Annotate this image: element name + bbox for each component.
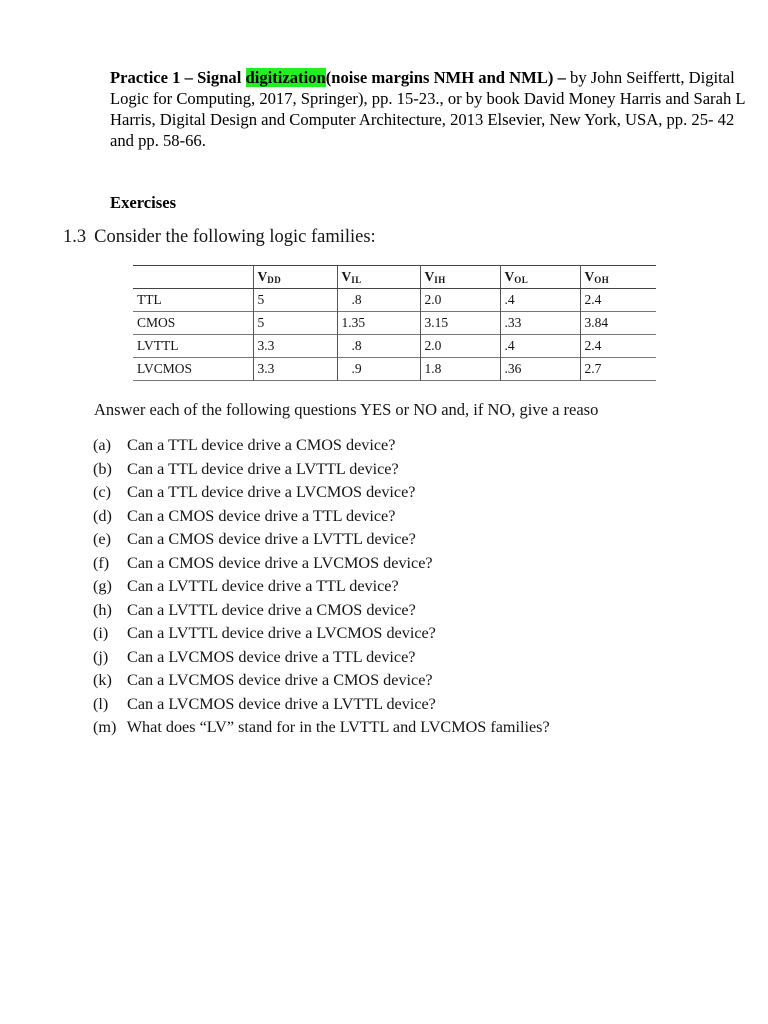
family-name: LVCMOS	[137, 361, 193, 376]
question-letter: (f)	[93, 553, 110, 572]
vdd-value: 3.3	[253, 358, 337, 381]
voh-value: 2.7	[580, 358, 656, 381]
question-text: Can a CMOS device drive a LVTTL device?	[127, 530, 416, 548]
vil-value: .8	[337, 335, 420, 358]
question-text: Can a LVTTL device drive a LVCMOS device?	[127, 624, 436, 642]
question-letter: (j)	[93, 647, 109, 666]
family-name: LVTTL	[137, 338, 179, 353]
table-header-family	[133, 266, 253, 289]
question-letter: (g)	[93, 577, 112, 595]
question-text: Can a LVCMOS device drive a TTL device?	[127, 647, 416, 666]
vdd-value: 5	[253, 289, 337, 312]
question-item	[93, 716, 550, 740]
question-item	[93, 599, 550, 623]
header-highlighted-word: digitization	[245, 68, 326, 87]
question-text: Can a LVTTL device drive a CMOS device?	[127, 600, 416, 619]
table-row	[133, 289, 656, 312]
question-text: Can a CMOS device drive a LVCMOS device?	[127, 553, 433, 572]
question-item	[93, 646, 550, 670]
vdd-value: 3.3	[253, 335, 337, 358]
question-letter: (h)	[93, 600, 112, 619]
question-text: Can a LVCMOS device drive a CMOS device?	[127, 671, 433, 689]
table-row	[133, 312, 656, 335]
question-item	[93, 434, 550, 458]
header-title-suffix: (noise margins NMH and NML) –	[325, 68, 566, 87]
family-name: CMOS	[137, 315, 176, 330]
question-item	[93, 575, 550, 599]
voh-value: 2.4	[580, 289, 656, 312]
question-item	[93, 528, 550, 552]
question-text: Can a TTL device drive a LVTTL device?	[127, 459, 399, 478]
table-header-vih: $V_{IH}$	[420, 266, 500, 289]
vih-value: 2.0	[420, 289, 500, 312]
question-text: What does “LV” stand for in the LVTTL and LVCMOS families?	[126, 718, 550, 736]
question-letter: (i)	[93, 624, 109, 642]
table-row	[133, 335, 656, 358]
vdd-value: 5	[253, 312, 337, 335]
problem-heading	[63, 227, 376, 248]
practice-header	[110, 67, 750, 151]
exercises-heading: Exercises	[110, 193, 177, 212]
question-item	[93, 458, 550, 482]
table-header-vil: $V_{IL}$	[337, 266, 420, 289]
question-letter: (l)	[93, 694, 109, 713]
vol-value: .36	[500, 358, 580, 381]
logic-families-table	[133, 265, 656, 381]
question-item	[93, 552, 550, 576]
question-letter: (a)	[93, 436, 111, 454]
header-title-prefix: Practice 1 – Signal	[110, 68, 246, 87]
table-header-voh: $V_{OH}$	[580, 266, 656, 289]
question-item	[93, 505, 550, 529]
voh-value: 3.84	[580, 312, 656, 335]
vil-value: 1.35	[337, 312, 420, 335]
question-letter: (k)	[93, 671, 112, 689]
vol-value: .33	[500, 312, 580, 335]
question-text: Can a CMOS device drive a TTL device?	[127, 506, 396, 525]
vol-value: .4	[500, 289, 580, 312]
question-item	[93, 622, 550, 646]
question-letter: (e)	[93, 530, 111, 548]
table-row	[133, 358, 656, 381]
header-citation: by John Seiffertt, Digital Logic for Computing, 2017, Springer), pp. 15-23., or by book David Money Harris and Sarah L Harris, Digital Design and Computer Architecture, 2013 Elsevier, New York, USA, pp. 25- 42 and pp. 58-66.	[110, 68, 745, 150]
voh-value: 2.4	[580, 335, 656, 358]
question-item	[93, 669, 550, 693]
problem-number: 1.3	[63, 227, 87, 247]
vol-value: .4	[500, 335, 580, 358]
question-text: Can a LVCMOS device drive a LVTTL device?	[127, 694, 436, 713]
vil-value: .8	[337, 289, 420, 312]
question-item	[93, 693, 550, 717]
table-header-vdd: $V_{DD}$	[253, 266, 337, 289]
question-letter: (d)	[93, 506, 112, 525]
table-header-row	[133, 266, 656, 289]
vil-value: .9	[337, 358, 420, 381]
answer-instructions: Answer each of the following questions YES or NO and, if NO, give a reaso	[94, 400, 599, 419]
problem-text: Consider the following logic families:	[94, 227, 376, 247]
question-text: Can a LVTTL device drive a TTL device?	[127, 577, 399, 595]
family-name: TTL	[137, 292, 162, 307]
question-text: Can a TTL device drive a CMOS device?	[127, 436, 396, 454]
vih-value: 3.15	[420, 312, 500, 335]
question-letter: (b)	[93, 459, 112, 478]
vih-value: 2.0	[420, 335, 500, 358]
question-item	[93, 481, 550, 505]
question-text: Can a TTL device drive a LVCMOS device?	[127, 483, 416, 501]
vih-value: 1.8	[420, 358, 500, 381]
question-letter: (c)	[93, 483, 111, 501]
question-letter: (m)	[93, 718, 117, 736]
question-list	[93, 434, 550, 740]
table-header-vol: $V_{OL}$	[500, 266, 580, 289]
